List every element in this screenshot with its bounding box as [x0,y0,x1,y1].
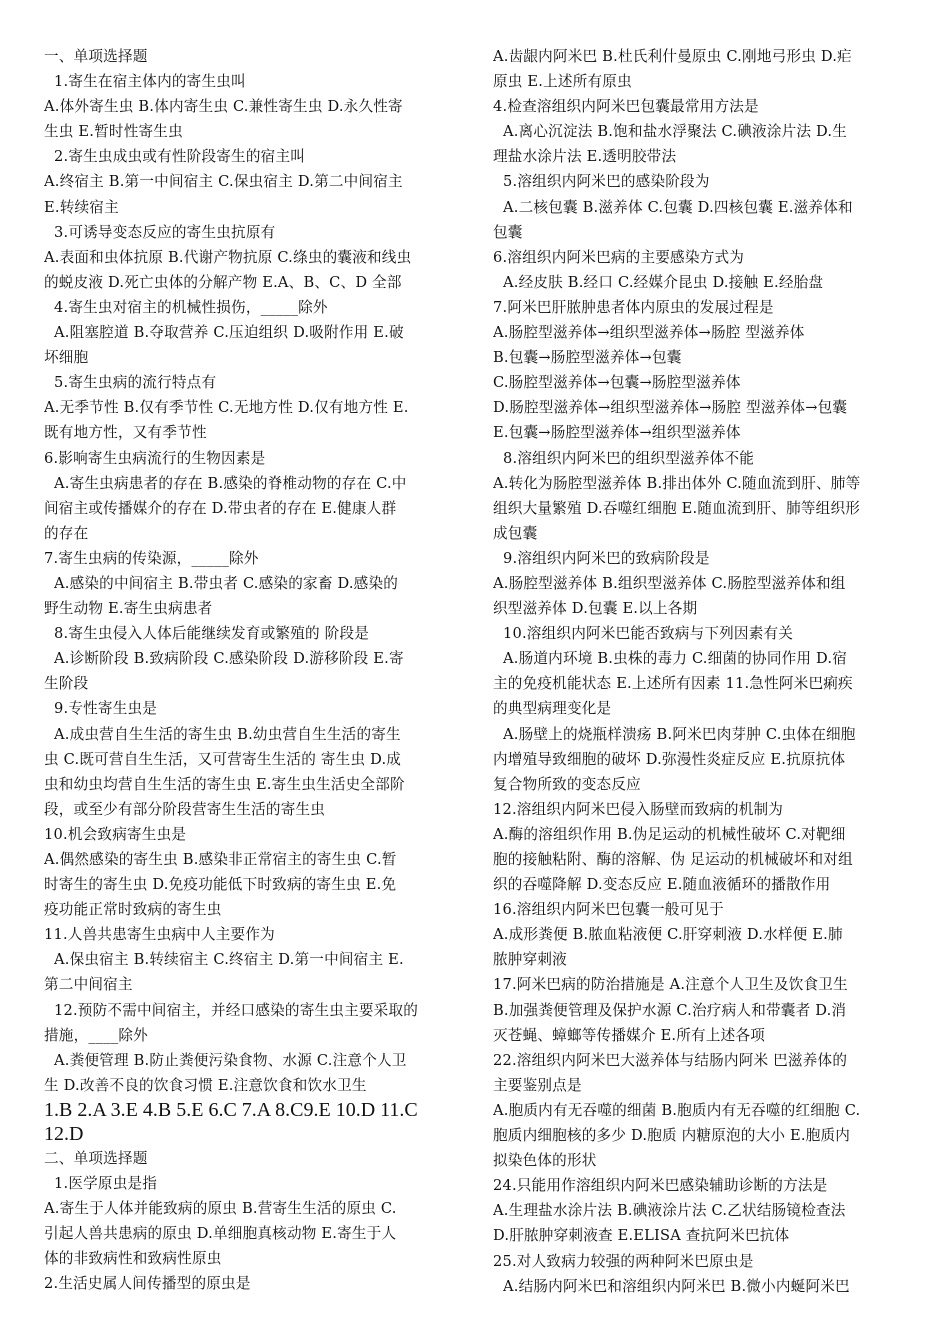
left-column-text-line: 的存在 [44,524,89,542]
right-column-text-line: 8.溶组织内阿米巴的组织型滋养体不能 [503,449,755,467]
left-column-text-line: 6.影响寄生虫病流行的生物因素是 [44,449,266,467]
left-column-text-line: 间宿主或传播媒介的存在 D.带虫者的存在 E.健康人群 [44,499,397,517]
left-column-text-line: 引起人兽共患病的原虫 D.单细胞真核动物 E.寄生于人 [44,1225,397,1243]
right-column-text-line: 织的吞噬降解 D.变态反应 E.随血液循环的播散作用 [493,876,831,894]
right-column-text-line: A.离心沉淀法 B.饱和盐水浮聚法 C.碘液涂片法 D.生 [503,123,848,141]
right-column-text-line: 25.对人致病力较强的两种阿米巴原虫是 [493,1252,754,1270]
left-column-text-line: 既有地方性，又有季节性 [44,424,207,442]
left-column-text-line: 时寄生的寄生虫 D.免疫功能低下时致病的寄生虫 E.免 [44,876,397,894]
left-column-text-line: 第二中间宿主 [44,976,133,994]
left-column-text-line: 5.寄生虫病的流行特点有 [54,374,217,392]
right-column-text-line: 17.阿米巴病的防治措施是 A.注意个人卫生及饮食卫生 [493,976,848,994]
left-column-text-line: A.无季节性 B.仅有季节性 C.无地方性 D.仅有地方性 E. [44,399,409,417]
left-column-text-line: A.体外寄生虫 B.体内寄生虫 C.兼性寄生虫 D.永久性寄 [44,98,403,116]
right-column-text-line: 脓肿穿刺液 [493,951,567,969]
left-column-text-line: 3.可诱导变态反应的寄生虫抗原有 [54,223,276,241]
left-column-text-line: 疫功能正常时致病的寄生虫 [44,901,222,919]
left-column-text-line: 4.寄生虫对宿主的机械性损伤，_____除外 [54,298,328,316]
left-column-text-line: 生阶段 [44,675,89,693]
right-column-text-line: C.肠腔型滋养体→包囊→肠腔型滋养体 [493,374,741,392]
left-column-text-line: E.转续宿主 [44,198,119,216]
right-column-text-line: 内增殖导致细胞的破坏 D.弥漫性炎症反应 E.抗原抗体 [493,750,846,768]
left-column-text-line: A.保虫宿主 B.转续宿主 C.终宿主 D.第一中间宿主 E. [54,951,404,969]
right-column-text-line: A.肠道内环境 B.虫株的毒力 C.细菌的协同作用 D.宿 [503,650,848,668]
right-column-text-line: 9.溶组织内阿米巴的致病阶段是 [503,549,710,567]
left-column-text-line: A.偶然感染的寄生虫 B.感染非正常宿主的寄生虫 C.暂 [44,851,397,868]
right-column-text-line: 灭苍蝇、蟑螂等传播媒介 E.所有上述各项 [493,1026,766,1044]
left-column-text-line: 一、单项选择题 [44,48,148,65]
right-column-text-line: E.包囊→肠腔型滋养体→组织型滋养体 [493,424,741,442]
right-column-text-line: 复合物所致的变态反应 [493,775,641,793]
right-column-text-line: B.包囊→肠腔型滋养体→包囊 [493,349,682,367]
left-column-text-line: A.表面和虫体抗原 B.代谢产物抗原 C.绦虫的囊液和线虫 [44,248,412,266]
right-column-text-line: 拟染色体的形状 [493,1152,597,1170]
right-column-text-line: 22.溶组织内阿米巴大滋养体与结肠内阿米 巴滋养体的 [493,1051,848,1069]
left-column-text-line: A.粪便管理 B.防止粪便污染食物、水源 C.注意个人卫 [54,1051,407,1069]
right-column-text-line: 7.阿米巴肝脓肿患者体内原虫的发展过程是 [493,298,774,316]
right-column-text-line: A.经皮肤 B.经口 C.经媒介昆虫 D.接触 E.经胎盘 [503,273,824,291]
right-column-text-line: 6.溶组织内阿米巴病的主要感染方式为 [493,248,745,266]
right-column [493,44,909,1299]
left-column-text-line: 1.B 2.A 3.E 4.B 5.E 6.C 7.A 8.C9.E 10.D 11.C [44,1098,418,1121]
right-column-text-line: A.成形粪便 B.脓血粘液便 C.肝穿刺液 D.水样便 E.肺 [493,926,843,944]
left-column-text-line: 野生动物 E.寄生虫病患者 [44,600,213,618]
left-column [44,44,460,1297]
left-column-text-line: A.成虫营自生生活的寄生虫 B.幼虫营自生生活的寄生 [54,725,401,743]
right-column-text-line: A.齿龈内阿米巴 B.杜氏利什曼原虫 C.刚地弓形虫 D.疟 [493,48,852,65]
right-column-text-line: 主要鉴别点是 [493,1076,582,1094]
left-column-text-line: 的蜕皮液 D.死亡虫体的分解产物 E.A、B、C、D 全部 [44,273,402,291]
left-column-text-line: 段，或至少有部分阶段营寄生生活的寄生虫 [44,800,326,818]
right-column-text-line: 5.溶组织内阿米巴的感染阶段为 [503,173,710,191]
right-column-text-line: A.肠壁上的烧瓶样溃疡 B.阿米巴肉芽肿 C.虫体在细胞 [503,725,856,743]
left-column-text-line: 9.专性寄生虫是 [54,700,158,718]
right-column-text-line: 主的免疫机能状态 E.上述所有因素 11.急性阿米巴痢疾 [493,675,853,693]
left-column-text-line: 2.生活史属人间传播型的原虫是 [44,1275,251,1293]
right-column-text-line: A.肠腔型滋养体→组织型滋养体→肠腔 型滋养体 [493,324,805,342]
right-column-text-line: 10.溶组织内阿米巴能否致病与下列因素有关 [503,625,794,643]
right-column-text-line: A.生理盐水涂片法 B.碘液涂片法 C.乙状结肠镜检查法 [493,1202,846,1220]
left-column-text-line: 虫 C.既可营自生生活，又可营寄生生活的 寄生虫 D.成 [44,750,402,768]
right-column-text-line: 理盐水涂片法 E.透明胶带法 [493,148,677,166]
left-column-text-line: 1.寄生在宿主体内的寄生虫叫 [54,73,246,91]
left-column-text-line: 二、单项选择题 [44,1149,148,1167]
right-column-text-line: A.酶的溶组织作用 B.伪足运动的机械性破坏 C.对靶细 [493,825,846,843]
left-column-text-line: 体的非致病性和致病性原虫 [44,1250,222,1268]
right-column-text-line: 组织大量繁殖 D.吞噬红细胞 E.随血流到肝、肺等组织形 [493,499,861,517]
left-column-text-line: 2.寄生虫成虫或有性阶段寄生的宿主叫 [54,148,306,166]
right-column-text-line: 12.溶组织内阿米巴侵入肠壁而致病的机制为 [493,800,784,818]
right-column-text-line: 包囊 [493,223,523,241]
left-column-text-line: 12.D [44,1122,84,1145]
left-column-text-line: 1.医学原虫是指 [54,1175,158,1193]
right-column-text-line: 的典型病理变化是 [493,700,612,718]
right-column-text-line: 4.检查溶组织内阿米巴包囊最常用方法是 [493,98,759,116]
right-column-text-line: A.胞质内有无吞噬的细菌 B.胞质内有无吞噬的红细胞 C. [493,1101,861,1119]
right-column-text-line: A.二核包囊 B.滋养体 C.包囊 D.四核包囊 E.滋养体和 [503,198,853,216]
right-column-text-line: D.肠腔型滋养体→组织型滋养体→肠腔 型滋养体→包囊 [493,399,848,417]
right-column-text-line: 成包囊 [493,524,538,542]
left-column-text-line: A.感染的中间宿主 B.带虫者 C.感染的家畜 D.感染的 [54,574,399,592]
left-column-text-line: 措施，____除外 [44,1026,148,1044]
left-column-text-line: 8.寄生虫侵入人体后能继续发育或繁殖的 阶段是 [54,625,370,643]
right-column-text-line: A.肠腔型滋养体 B.组织型滋养体 C.肠腔型滋养体和组 [493,574,846,592]
left-column-text-line: A.寄生于人体并能致病的原虫 B.营寄生生活的原虫 C. [44,1200,397,1218]
left-column-text-line: 7.寄生虫病的传染源，_____除外 [44,549,259,567]
right-column-text-line: 16.溶组织内阿米巴包囊一般可见于 [493,901,724,919]
right-column-text-line: 胞的接触粘附、酶的溶解、伪 足运动的机械破坏和对组 [493,851,853,868]
right-column-text-line: D.肝脓肿穿刺液查 E.ELISA 查抗阿米巴抗体 [493,1227,790,1245]
right-column-text-line: A.结肠内阿米巴和溶组织内阿米巴 B.微小内蜒阿米巴 [503,1277,850,1295]
left-column-text-line: 坏细胞 [44,349,89,367]
left-column-text-line: A.诊断阶段 B.致病阶段 C.感染阶段 D.游移阶段 E.寄 [54,650,404,668]
right-column-text-line: 24.只能用作溶组织内阿米巴感染辅助诊断的方法是 [493,1177,828,1195]
left-column-text-line: 12.预防不需中间宿主，并经口感染的寄生虫主要采取的 [54,1001,419,1019]
left-column-text-line: A.寄生虫病患者的存在 B.感染的脊椎动物的存在 C.中 [54,474,407,492]
left-column-text-line: 11.人兽共患寄生虫病中人主要作为 [44,926,275,944]
left-column-text-line: 虫和幼虫均营自生生活的寄生虫 E.寄生虫生活史全部阶 [44,775,405,793]
left-column-text-line: A.阻塞腔道 B.夺取营养 C.压迫组织 D.吸附作用 E.破 [54,324,404,342]
right-column-text-line: 胞质内细胞核的多少 D.胞质 内糖原泡的大小 E.胞质内 [493,1127,851,1145]
right-column-text-line: 原虫 E.上述所有原虫 [493,73,632,91]
right-column-text-line: 织型滋养体 D.包囊 E.以上各期 [493,600,698,618]
left-column-text-line: A.终宿主 B.第一中间宿主 C.保虫宿主 D.第二中间宿主 [44,173,403,191]
right-column-text-line: A.转化为肠腔型滋养体 B.排出体外 C.随血流到肝、肺等 [493,474,861,492]
right-column-text-line: B.加强粪便管理及保护水源 C.治疗病人和带囊者 D.消 [493,1001,847,1019]
left-column-text-line: 生虫 E.暂时性寄生虫 [44,123,183,141]
left-column-text-line: 生 D.改善不良的饮食习惯 E.注意饮食和饮水卫生 [44,1076,367,1094]
left-column-text-line: 10.机会致病寄生虫是 [44,825,187,843]
